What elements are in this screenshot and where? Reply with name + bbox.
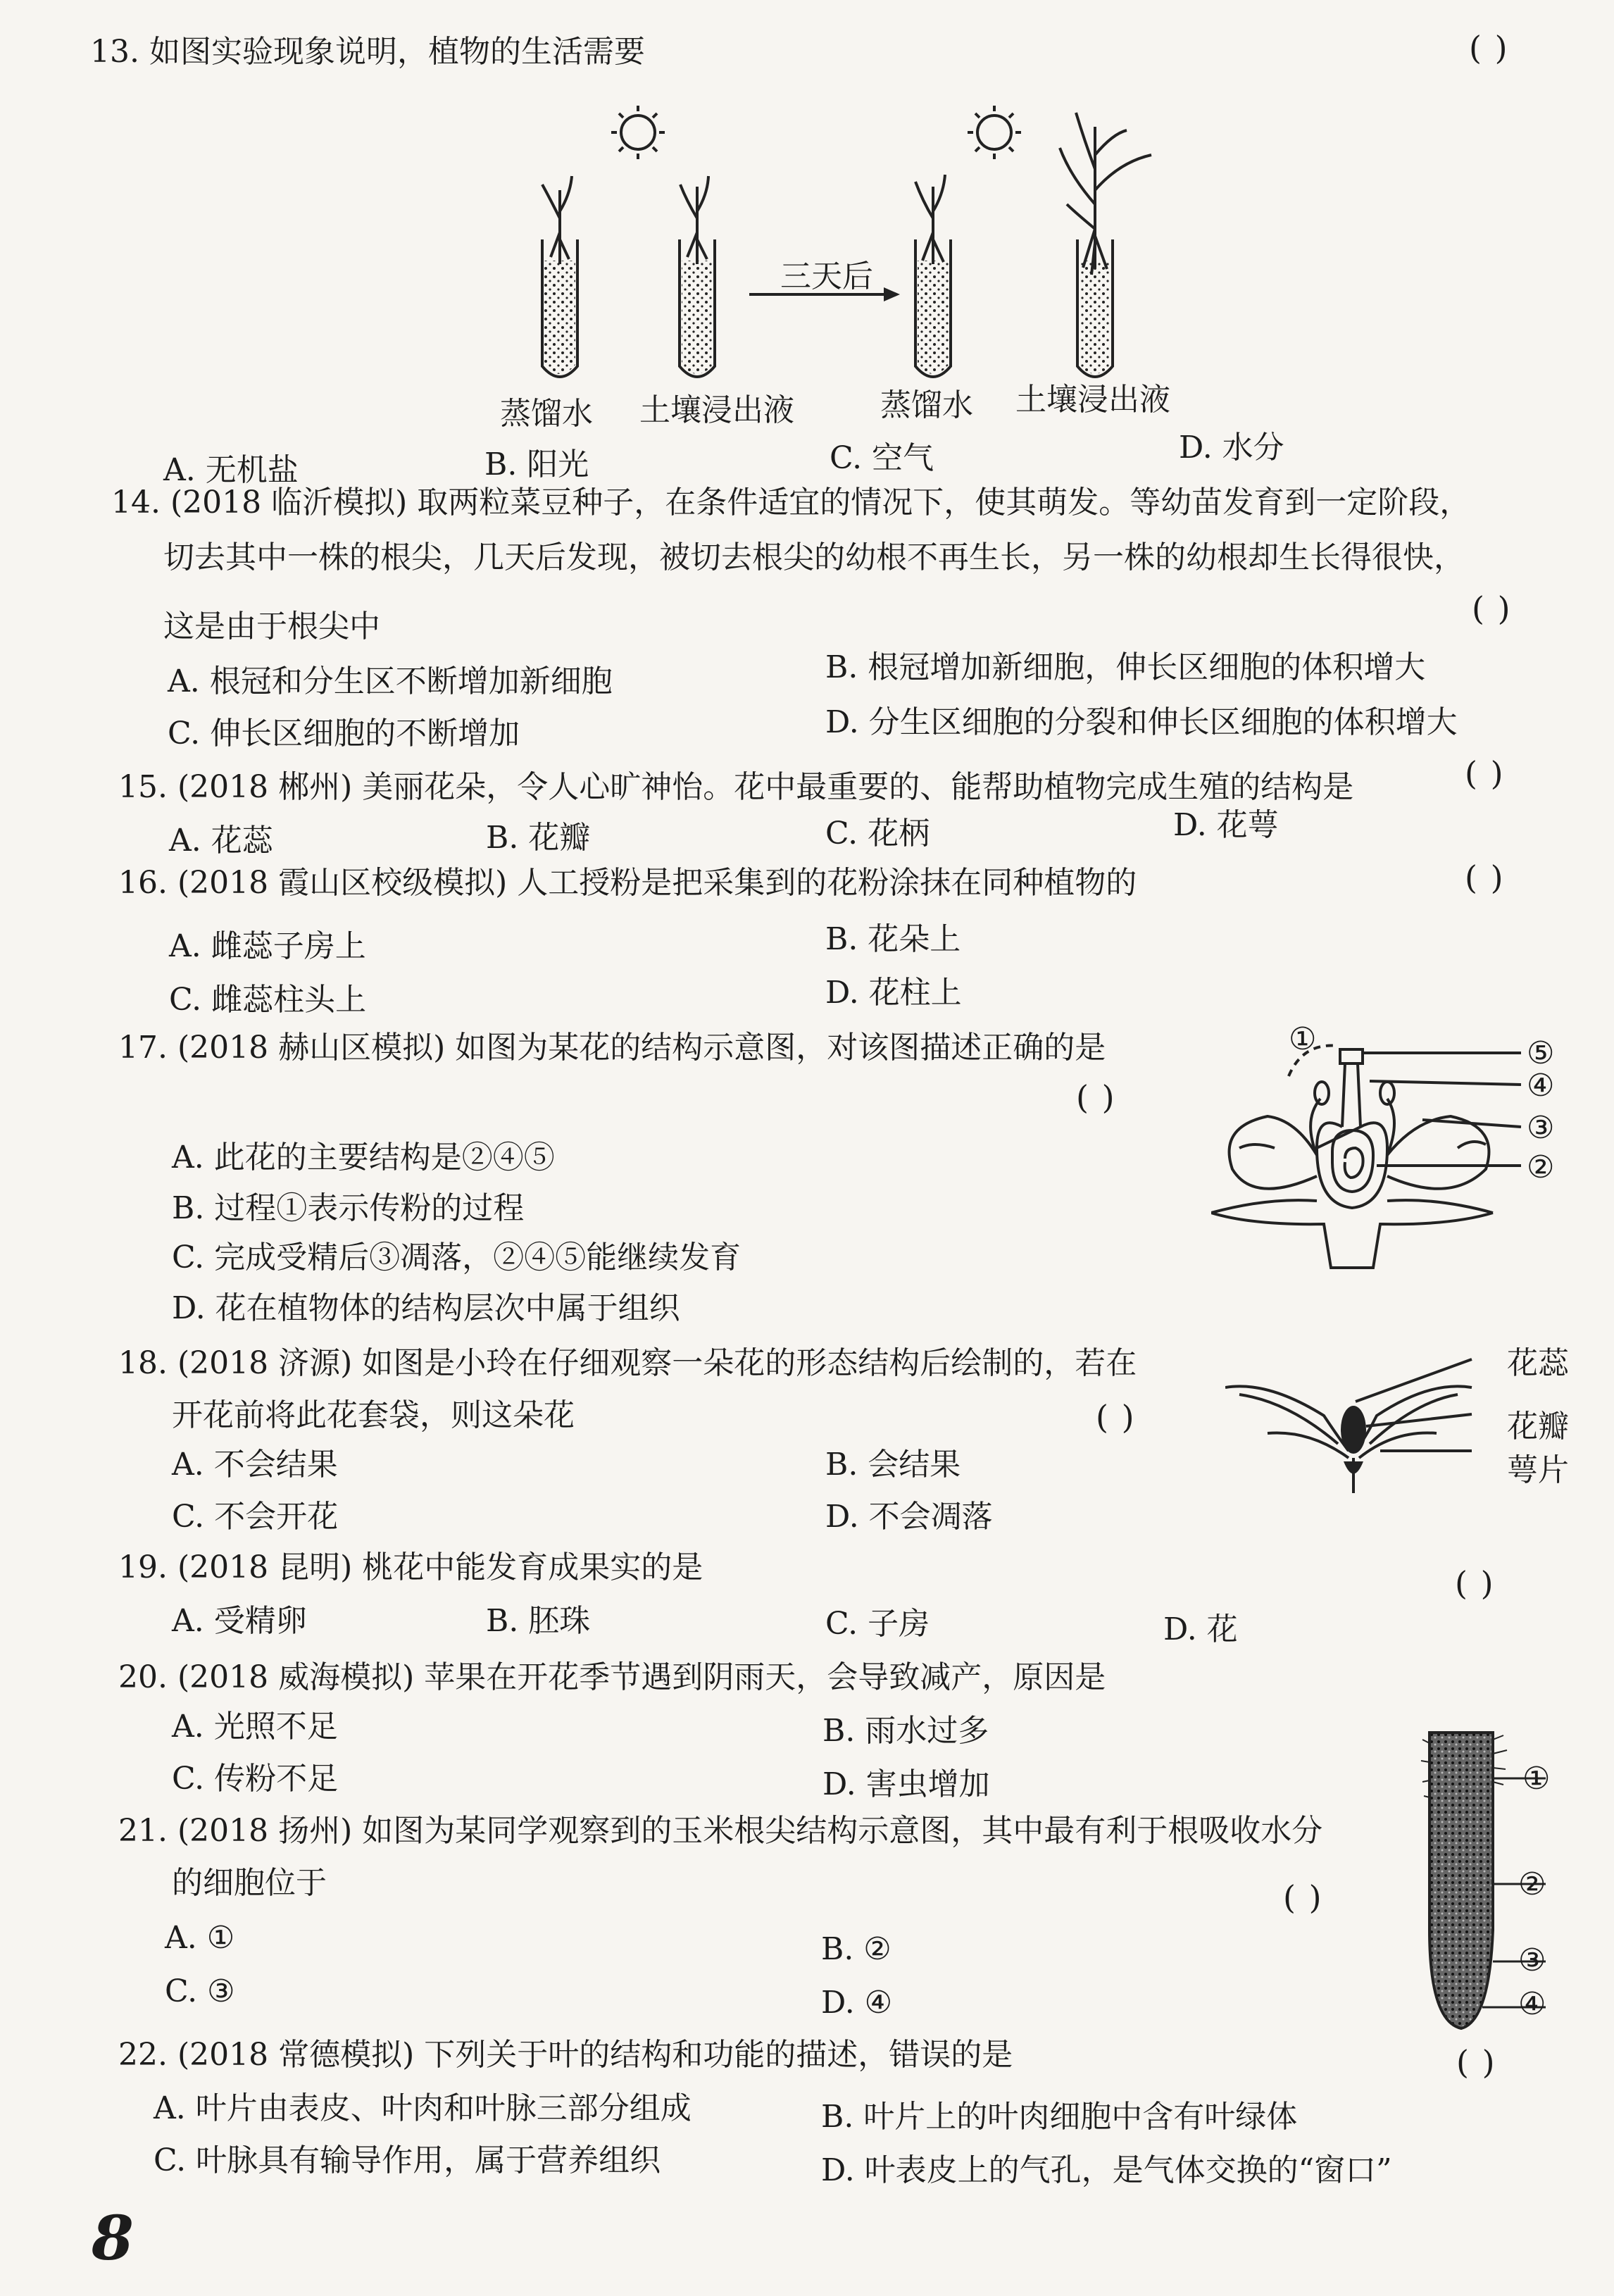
q14-answer-paren[interactable]: ( ) <box>1472 589 1512 628</box>
q18-label-petal: 花瓣 <box>1507 1409 1569 1445</box>
q18-label-sepal: 萼片 <box>1507 1452 1569 1488</box>
q13-option-a[interactable]: A. 无机盐 <box>163 452 299 488</box>
q18-stem-line1: 18. (2018 济源) 如图是小玲在仔细观察一朵花的形态结构后绘制的，若在 <box>118 1345 1137 1381</box>
q22-option-c[interactable]: C. 叶脉具有输导作用，属于营养组织 <box>154 2142 661 2178</box>
q17-label-2: ② <box>1527 1149 1555 1185</box>
q21-label-1: ① <box>1522 1761 1551 1797</box>
q22-answer-paren[interactable]: ( ) <box>1456 2043 1496 2081</box>
q14-option-c[interactable]: C. 伸长区细胞的不断增加 <box>168 716 520 751</box>
q15-option-a[interactable]: A. 花蕊 <box>169 823 273 859</box>
q18-stem-line2: 开花前将此花套袋，则这朵花 <box>172 1397 575 1433</box>
q17-flower-figure <box>1211 1014 1577 1275</box>
sun-icon-left <box>611 106 665 159</box>
q20-option-c[interactable]: C. 传粉不足 <box>172 1761 339 1797</box>
q13-label-arrow: 三天后 <box>780 258 873 294</box>
test-tube-1 <box>542 176 577 377</box>
test-tube-3 <box>915 175 951 377</box>
q17-label-4: ④ <box>1527 1068 1555 1104</box>
q22-option-b[interactable]: B. 叶片上的叶肉细胞中含有叶绿体 <box>821 2099 1298 2135</box>
q18-option-a[interactable]: A. 不会结果 <box>172 1447 338 1483</box>
q16-option-a[interactable]: A. 雌蕊子房上 <box>169 928 366 964</box>
q21-answer-paren[interactable]: ( ) <box>1283 1878 1323 1916</box>
q19-answer-paren[interactable]: ( ) <box>1455 1564 1495 1602</box>
q15-option-b[interactable]: B. 花瓣 <box>486 820 591 856</box>
q16-option-c[interactable]: C. 雌蕊柱头上 <box>169 982 367 1018</box>
q18-option-b[interactable]: B. 会结果 <box>825 1447 961 1483</box>
q21-label-3: ③ <box>1518 1942 1546 1978</box>
q15-option-c[interactable]: C. 花柄 <box>825 816 930 851</box>
sun-icon-right <box>968 106 1021 159</box>
q13-label-tube4: 土壤浸出液 <box>1015 382 1170 418</box>
q17-stem: 17. (2018 赫山区模拟) 如图为某花的结构示意图，对该图描述正确的是 <box>118 1030 1106 1066</box>
q13-label-tube1: 蒸馏水 <box>500 396 593 432</box>
q14-stem-line3: 这是由于根尖中 <box>163 609 380 644</box>
q13-answer-paren[interactable]: ( ) <box>1469 29 1509 67</box>
q21-stem-line2: 的细胞位于 <box>172 1865 327 1901</box>
q20-option-a[interactable]: A. 光照不足 <box>172 1709 338 1745</box>
q17-option-d[interactable]: D. 花在植物体的结构层次中属于组织 <box>172 1290 680 1326</box>
q21-option-d[interactable]: D. ④ <box>821 1985 893 2021</box>
q15-stem: 15. (2018 郴州) 美丽花朵，令人心旷神怡。花中最重要的、能帮助植物完成生殖的结构是 <box>118 769 1354 805</box>
test-tube-4 <box>1060 113 1151 377</box>
q13-option-d[interactable]: D. 水分 <box>1179 430 1284 466</box>
q20-option-d[interactable]: D. 害虫增加 <box>822 1766 990 1802</box>
q13-option-b[interactable]: B. 阳光 <box>484 447 589 482</box>
q20-stem: 20. (2018 威海模拟) 苹果在开花季节遇到阴雨天，会导致减产，原因是 <box>118 1659 1106 1695</box>
q16-stem: 16. (2018 霞山区校级模拟) 人工授粉是把采集到的花粉涂抹在同种植物的 <box>118 865 1137 901</box>
q14-stem-line2: 切去其中一株的根尖，几天后发现，被切去根尖的幼根不再生长，另一株的幼根却生长得很快， <box>163 539 1465 575</box>
q17-option-a[interactable]: A. 此花的主要结构是②④⑤ <box>172 1140 555 1175</box>
q19-option-d[interactable]: D. 花 <box>1163 1611 1238 1647</box>
q17-option-b[interactable]: B. 过程①表示传粉的过程 <box>172 1190 525 1226</box>
q14-option-b[interactable]: B. 根冠增加新细胞，伸长区细胞的体积增大 <box>825 649 1426 685</box>
q22-stem: 22. (2018 常德模拟) 下列关于叶的结构和功能的描述，错误的是 <box>118 2037 1013 2073</box>
q19-option-c[interactable]: C. 子房 <box>825 1606 930 1642</box>
q18-label-stamen-pistil: 花蕊 <box>1507 1345 1569 1381</box>
q21-option-a[interactable]: A. ① <box>165 1920 235 1956</box>
q19-stem: 19. (2018 昆明) 桃花中能发育成果实的是 <box>118 1549 703 1585</box>
q20-option-b[interactable]: B. 雨水过多 <box>822 1713 989 1749</box>
q14-stem-line1: 14. (2018 临沂模拟) 取两粒菜豆种子，在条件适宜的情况下，使其萌发。等幼苗发育到一定阶段， <box>111 485 1471 520</box>
q22-option-a[interactable]: A. 叶片由表皮、叶肉和叶脉三部分组成 <box>154 2090 692 2126</box>
q13-label-tube2: 土壤浸出液 <box>639 392 794 428</box>
q17-label-3: ③ <box>1527 1110 1555 1146</box>
q19-option-b[interactable]: B. 胚珠 <box>486 1603 591 1639</box>
q17-answer-paren[interactable]: ( ) <box>1076 1078 1116 1116</box>
q21-option-c[interactable]: C. ③ <box>165 1973 235 2009</box>
q21-label-2: ② <box>1518 1866 1546 1902</box>
q19-option-a[interactable]: A. 受精卵 <box>172 1603 307 1639</box>
q16-answer-paren[interactable]: ( ) <box>1465 859 1505 897</box>
q17-label-1: ① <box>1289 1021 1317 1057</box>
q16-option-d[interactable]: D. 花柱上 <box>825 975 962 1011</box>
q18-flower-figure <box>1225 1345 1507 1500</box>
q22-option-d[interactable]: D. 叶表皮上的气孔，是气体交换的“窗口” <box>821 2152 1392 2188</box>
q14-option-a[interactable]: A. 根冠和分生区不断增加新细胞 <box>168 663 613 699</box>
test-tube-2 <box>680 176 715 377</box>
q17-label-5: ⑤ <box>1527 1035 1555 1071</box>
q21-option-b[interactable]: B. ② <box>821 1931 892 1967</box>
q13-option-c[interactable]: C. 空气 <box>830 440 934 476</box>
q21-stem-line1: 21. (2018 扬州) 如图为某同学观察到的玉米根尖结构示意图，其中最有利于根吸收水分 <box>118 1813 1323 1849</box>
q18-answer-paren[interactable]: ( ) <box>1096 1398 1136 1436</box>
q17-option-c[interactable]: C. 完成受精后③凋落，②④⑤能继续发育 <box>172 1240 742 1275</box>
q14-option-d[interactable]: D. 分生区细胞的分裂和伸长区细胞的体积增大 <box>825 704 1458 740</box>
page-number: 8 <box>92 2203 134 2274</box>
q13-label-tube3: 蒸馏水 <box>880 387 973 423</box>
q18-option-c[interactable]: C. 不会开花 <box>172 1499 339 1535</box>
q15-answer-paren[interactable]: ( ) <box>1465 754 1505 792</box>
q18-option-d[interactable]: D. 不会凋落 <box>825 1499 993 1535</box>
q16-option-b[interactable]: B. 花朵上 <box>825 921 961 957</box>
q13-stem: 13. 如图实验现象说明，植物的生活需要 <box>90 34 645 70</box>
q15-option-d[interactable]: D. 花萼 <box>1173 807 1279 843</box>
q21-label-4: ④ <box>1518 1986 1546 2022</box>
